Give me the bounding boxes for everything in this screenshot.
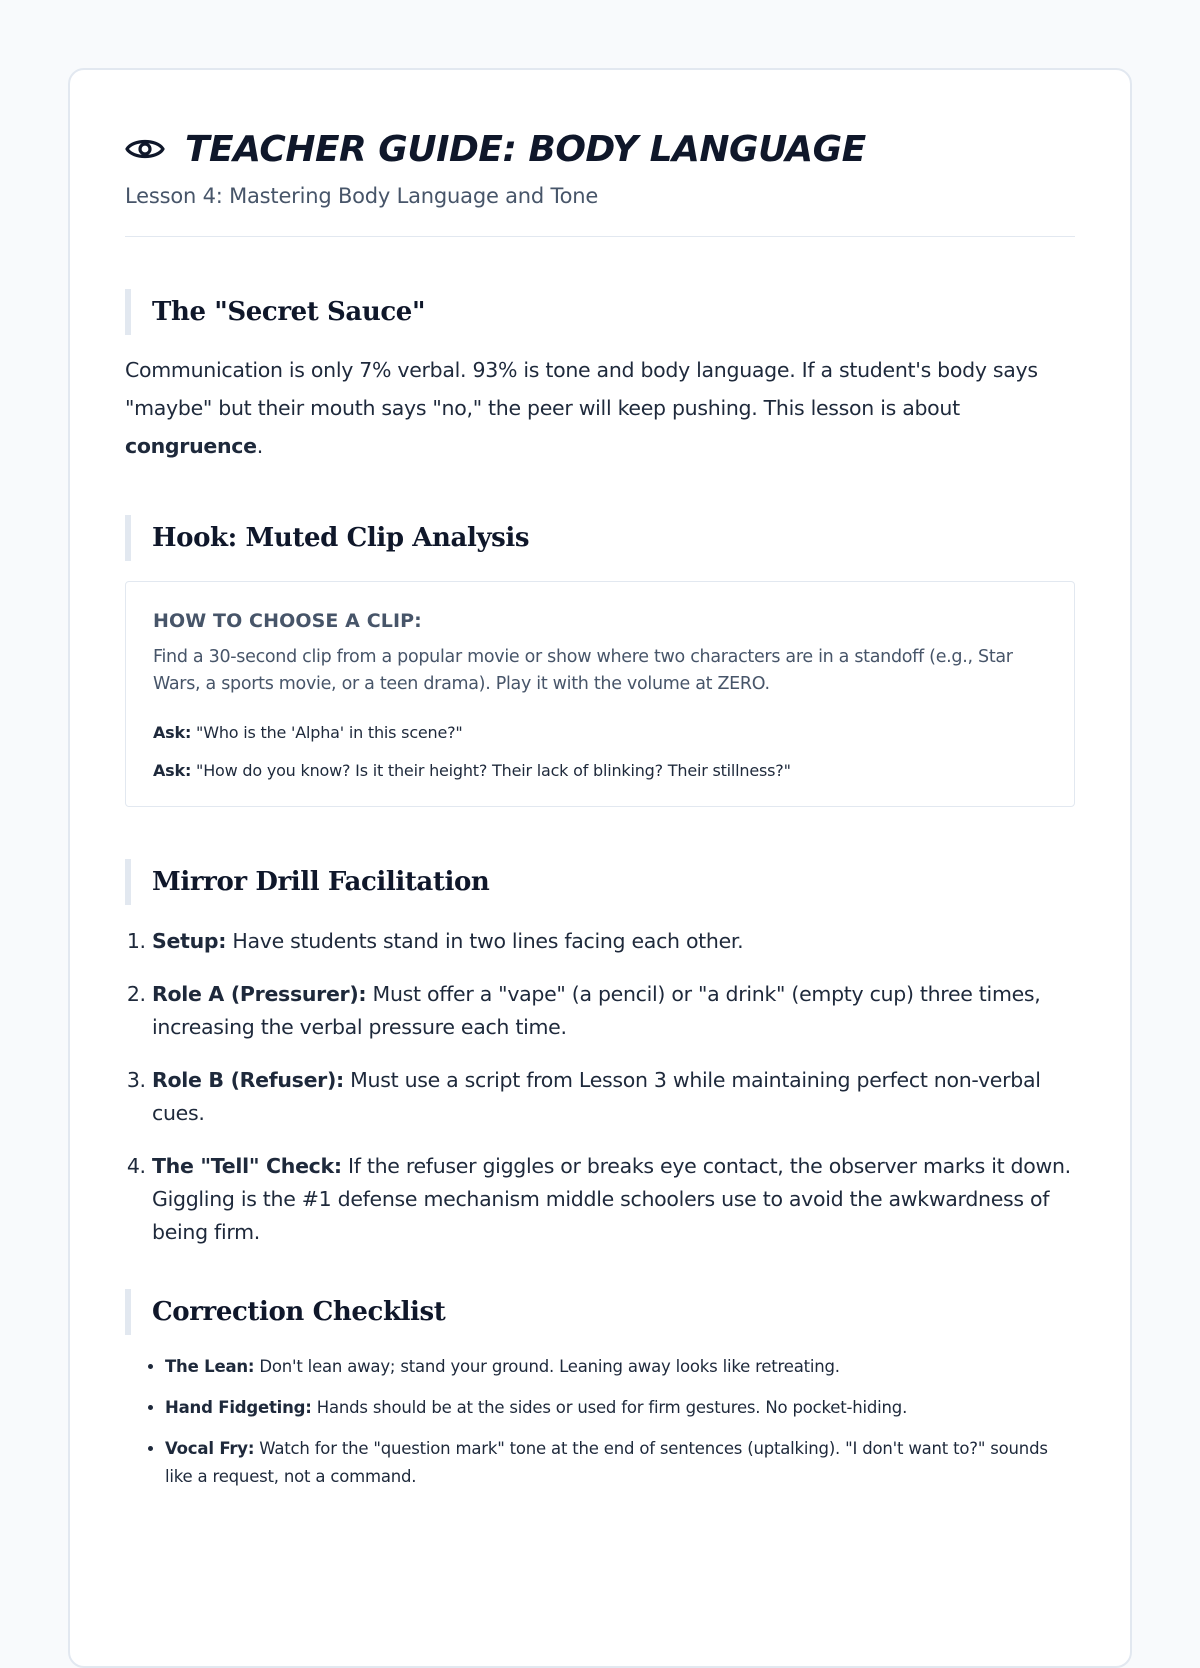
list-item: • Hand Fidgeting: Hands should be at the sides or used for firm gestures. No pocket-hiding. [165, 1394, 1075, 1422]
section-heading: Hook: Muted Clip Analysis [125, 515, 1075, 561]
hook-section [125, 515, 1075, 807]
section-heading: Correction Checklist [125, 1289, 1075, 1335]
clip-tip-box [125, 581, 1075, 807]
emphasis-text: congruence [125, 434, 257, 458]
page-title: TEACHER GUIDE: BODY LANGUAGE [185, 128, 866, 170]
list-item: 1. Setup: Have students stand in two lines facing each other. [152, 925, 1075, 958]
list-item: 4. The "Tell" Check: If the refuser giggles or breaks eye contact, the observer marks it down. Giggling is the #1 defense mechanism middle schoolers use to avoid the awkwardness of being firm. [152, 1150, 1075, 1249]
list-item: 3. Role B (Refuser): Must use a script from Lesson 3 while maintaining perfect non-verbal cues. [152, 1064, 1075, 1130]
drill-steps-list [125, 925, 1075, 1249]
list-item: 2. Role A (Pressurer): Must offer a "vape" (a pencil) or "a drink" (empty cup) three times, increasing the verbal pressure each time. [152, 978, 1075, 1044]
eye-icon [125, 134, 165, 164]
page-header [125, 126, 1075, 237]
list-item: • The Lean: Don't lean away; stand your ground. Leaning away looks like retreating. [165, 1353, 1075, 1381]
intro-paragraph: Communication is only 7% verbal. 93% is tone and body language. If a student's body says "maybe" but their mouth says "no," the peer will keep pushing. This lesson is about congruence. [125, 358, 1038, 458]
ask-prompt: Ask: "Who is the 'Alpha' in this scene?" [153, 723, 463, 742]
correction-checklist-section [125, 1289, 1075, 1491]
page-subtitle: Lesson 4: Mastering Body Language and Tone [125, 184, 599, 208]
list-item: • Vocal Fry: Watch for the "question mark" tone at the end of sentences (uptalking). "I don't want to?" sounds like a request, not a command. [165, 1435, 1075, 1491]
guide-card [68, 68, 1132, 1668]
box-heading: HOW TO CHOOSE A CLIP: [153, 610, 422, 632]
ask-prompt: Ask: "How do you know? Is it their height? Their lack of blinking? Their stillness?" [153, 761, 791, 780]
section-heading: The "Secret Sauce" [125, 289, 1075, 335]
secret-sauce-section [125, 289, 1075, 465]
checklist [125, 1353, 1075, 1491]
box-text: Find a 30-second clip from a popular movie or show where two characters are in a standoff (e.g., Star Wars, a sports movie, or a teen drama). Play it with the volume at ZERO. [153, 647, 1013, 694]
mirror-drill-section [125, 859, 1075, 1249]
title-row [125, 126, 1075, 172]
section-heading: Mirror Drill Facilitation [125, 859, 1075, 905]
